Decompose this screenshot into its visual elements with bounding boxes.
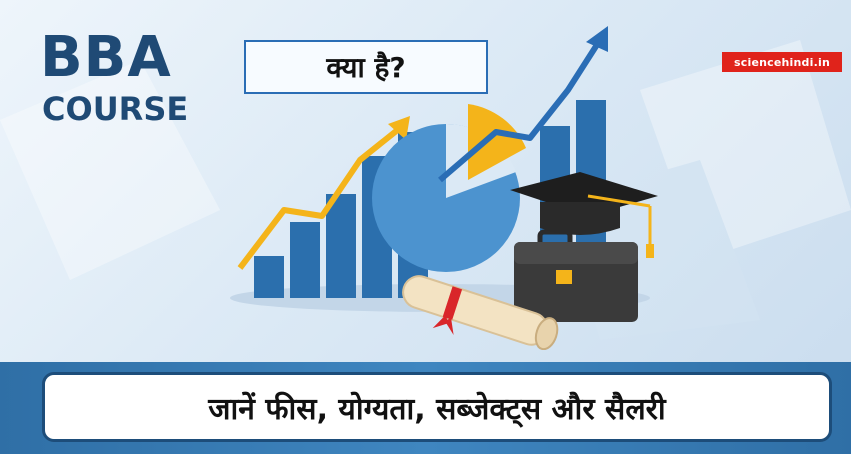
footer-tagline-box [42,372,832,442]
course-title: BBA [40,25,172,90]
course-subtitle: COURSE [42,90,189,128]
footer-tagline: जानें फीस, योग्यता, सब्जेक्ट्स और सैलरी [208,391,666,427]
site-badge[interactable] [722,52,842,72]
briefcase-icon [514,232,638,322]
course-illustration [210,20,670,350]
question-text: क्या है? [326,51,406,84]
site-badge-label: sciencehindi.in [734,55,830,69]
